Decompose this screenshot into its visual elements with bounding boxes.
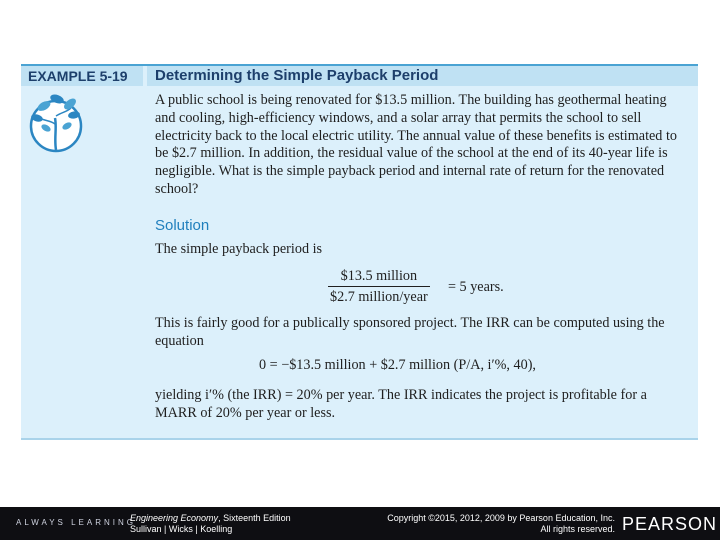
payback-fraction — [328, 268, 430, 306]
book-edition: , Sixteenth Edition — [218, 513, 291, 523]
leaf-globe-icon — [24, 88, 88, 158]
solution-intro: The simple payback period is — [155, 241, 323, 257]
example-title: Determining the Simple Payback Period — [147, 66, 698, 86]
payback-result: = 5 years. — [448, 279, 504, 295]
fraction-denominator: $2.7 million/year — [328, 286, 430, 306]
copyright-notice — [355, 513, 615, 535]
footer-bar — [0, 507, 720, 540]
rights-line: All rights reserved. — [540, 524, 615, 534]
footer-tagline: ALWAYS LEARNING — [16, 518, 136, 527]
book-title: Engineering Economy — [130, 513, 219, 523]
copyright-line: Copyright ©2015, 2012, 2009 by Pearson Education, Inc. — [387, 513, 615, 523]
problem-statement: A public school is being renovated for $13.5 million. The building has geothermal heating and cooling, high-efficiency windows, and a solar array that permits the school to sell electricity back to the local electric utility. The annual value of these benefits is estimated to be $2.7 million. In addition, the residual value of the school at the end of its 40-year life is negligible. What is the simple payback period and internal rate of return for the renovated school? — [155, 92, 677, 197]
solution-heading: Solution — [155, 217, 210, 234]
pearson-logo: PEARSON — [622, 514, 718, 534]
irr-equation: 0 = −$13.5 million + $2.7 million (P/A, i′%, 40), — [259, 357, 536, 373]
fraction-numerator: $13.5 million — [340, 268, 418, 284]
solution-paragraph-3: yielding i′% (the IRR) = 20% per year. The IRR indicates the project is profitable for a MARR of 20% per year or less. — [155, 387, 647, 421]
example-label: EXAMPLE 5-19 — [21, 66, 143, 86]
book-citation — [130, 513, 291, 535]
book-authors: Sullivan | Wicks | Koelling — [130, 524, 233, 534]
solution-paragraph-2: This is fairly good for a publically sponsored project. The IRR can be computed using the equation — [155, 315, 665, 349]
